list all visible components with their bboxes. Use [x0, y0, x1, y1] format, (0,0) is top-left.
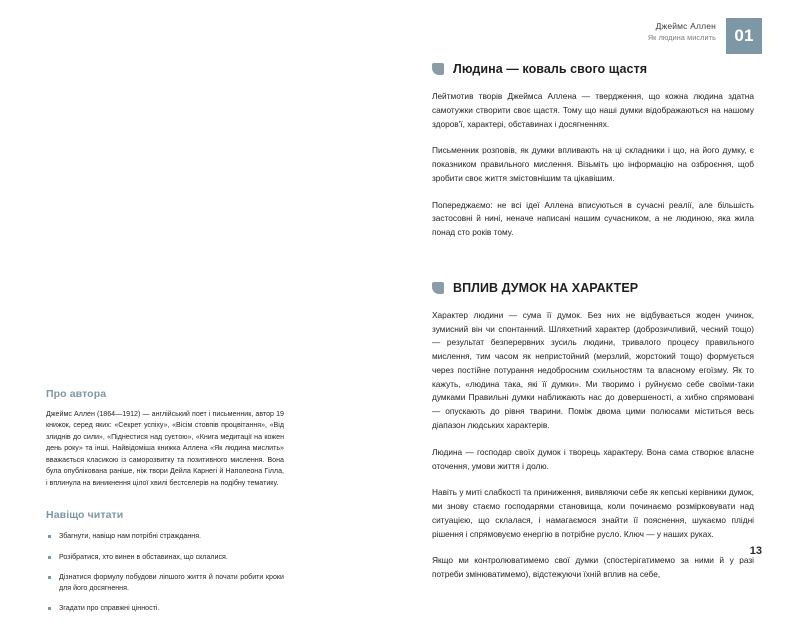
why-read-list	[46, 531, 284, 614]
header-titles	[648, 18, 716, 43]
section-title: Людина — коваль свого щастя	[453, 62, 648, 76]
section-title: ВПЛИВ ДУМОК НА ХАРАКТЕР	[453, 280, 639, 295]
bookmark-icon	[432, 282, 444, 294]
about-author-text: Джеймс Аллен (1864—1912) — англійський поет і письменник, автор 19 книжок, серед яких: «Секрет успіху», «Вісім стовпів процвітання», «Від злиднів до сили», «Піднестися над суєтою», «Книга медитації на кожен день року» та інші. Найвідоміша книжка Аллена «Як людина мислить» вважається класикою із саморозвитку та позитивного мислення. Вона була опублікована раніше, ніж твори Дейла Карнегі й Наполеона Гілла, і вплинула на виникнення цілої хвилі бестселерів на подібну тематику.	[46, 410, 284, 487]
list-item: Дізнатися формулу побудови ліпшого життя й почати робити кроки для його досягнення.	[46, 572, 284, 594]
paragraph: Характер людини — сума її думок. Без них не відбувається жоден учинок, зумисний він чи спонтанний. Шляхетний характер (доброзичливий, чесний тощо) — результат безперервних зусиль людини, тривалого процесу правильного мислення, тим часом як непристойний (мерзлий, жорстокий тощо) формується через постійне потурання недобросним схильностям та власному егоїзму. Як то кажуть, «людина така, які її думки». Ми творимо і руйнуємо себе своїми-таки думками Правильні думки наближають нас до довершеності, а хибно спрямовані — опускають до рівня тварини. Поміж двома цими полюсами міститься весь діапазон людських характерів.	[432, 309, 754, 431]
bookmark-icon	[432, 63, 444, 75]
section-heading-1	[432, 62, 754, 76]
paragraph: Навіть у миті слабкості та приниження, виявляючи себе як кепські керівники думок, ми знову стаємо господарями становища, коли починаємо розмірковувати над ситуацією, що склалася, і намагаємося знайти її пояснення, шукаємо плідні рішення і спрямовуємо енергію в потрібне русло. Ключ — у наших руках.	[432, 487, 754, 539]
section-spacer	[432, 253, 754, 267]
why-read-heading: Навіщо читати	[46, 509, 124, 522]
header-author: Джеймс Аллен	[655, 21, 716, 31]
section-heading-2	[432, 281, 754, 295]
about-author-heading: Про автора	[46, 388, 107, 400]
list-item: Збагнути, навіщо нам потрібні страждання.	[46, 531, 284, 542]
page-number: 13	[749, 545, 762, 557]
list-item: Розібратися, хто винен в обставинах, що склалися.	[46, 552, 284, 563]
paragraph: Якщо ми контролюватимемо свої думки (спостерігатимемо за ними й у разі потреби змінюватимемо), відстежуючи їхній вплив на себе,	[432, 555, 754, 580]
paragraph: Людина — господар своїх думок і творець характеру. Вона сама створює власне оточення, умови життя і долю.	[432, 446, 754, 471]
main-text-column	[432, 62, 754, 595]
list-item: Згадати про справжні цінності.	[46, 603, 284, 614]
chapter-number-badge: 01	[726, 18, 762, 54]
paragraph: Письменник розповів, як думки впливають на ці складники і що, на його думку, є показником правильного мислення. Візьміть цю інформацію на озброєння, щоб зробити своє життя змістовнішим та цікавішим.	[432, 145, 754, 183]
paragraph: Попереджаємо: не всі ідеї Аллена вписуються в сучасні реалії, але більшість застосовні й нині, неначе написані нашим сучасником, а не людиною, яка жила понад сто років тому.	[432, 199, 754, 238]
paragraph: Лейтмотив творів Джеймса Аллена — твердження, що кожна людина здатна самотужки створити своє щастя. Тому що наші думки відображаються на нашому здоров'ї, характері, обставинах і досягненнях.	[432, 91, 754, 129]
about-author-column	[46, 388, 284, 623]
header-book-title: Як людина мислить	[647, 33, 716, 43]
page-header	[648, 18, 762, 54]
